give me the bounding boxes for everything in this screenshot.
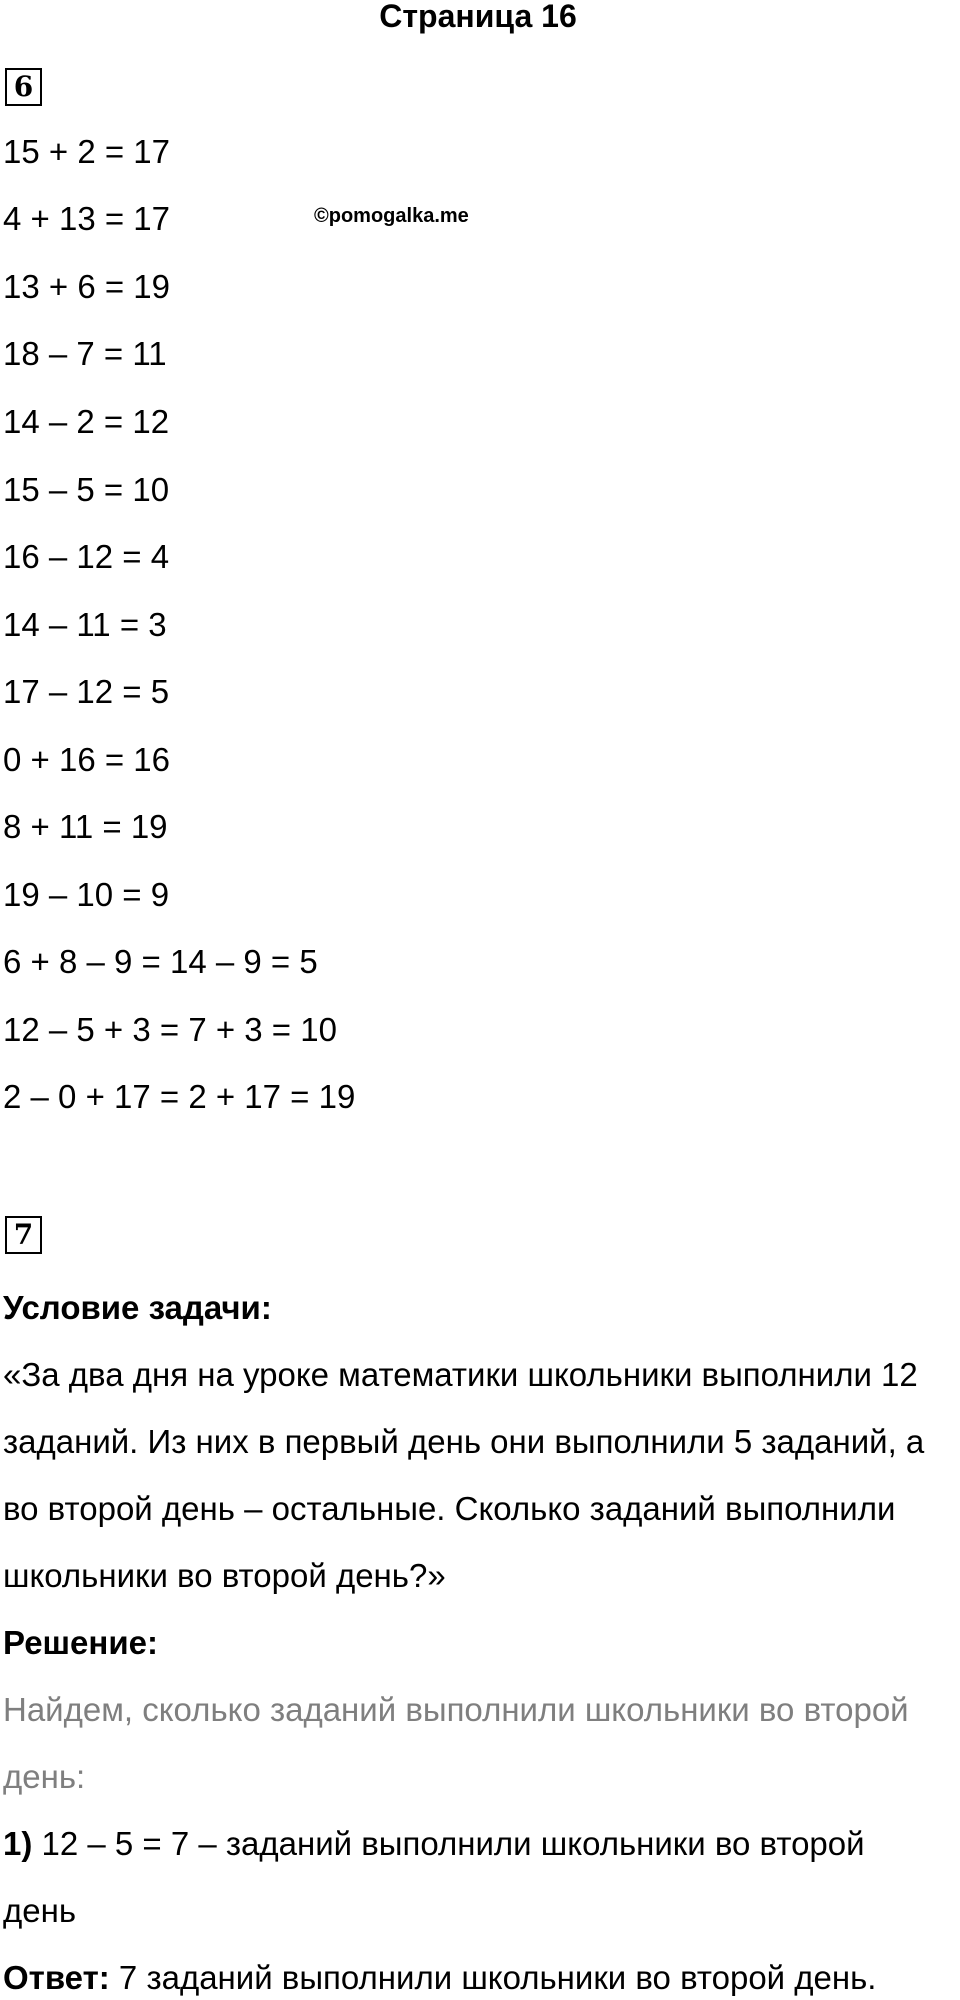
watermark: ©pomogalka.me bbox=[314, 205, 469, 227]
solution-step-1 bbox=[3, 1824, 865, 1864]
task-number-7: 7 bbox=[5, 1216, 42, 1254]
solution-heading: Решение: bbox=[3, 1624, 158, 1661]
condition-line-3: во второй день – остальные. Сколько заданий выполнили bbox=[3, 1490, 896, 1527]
equation-14: 12 – 5 + 3 = 7 + 3 = 10 bbox=[3, 1011, 337, 1048]
solution-intro-line-1: Найдем, сколько заданий выполнили школьники во второй bbox=[3, 1691, 909, 1728]
equation-9: 17 – 12 = 5 bbox=[3, 673, 170, 710]
condition-line-2: заданий. Из них в первый день они выполнили 5 заданий, а bbox=[3, 1423, 925, 1460]
step-1-text: 12 – 5 = 7 – заданий выполнили школьники во второй bbox=[32, 1825, 865, 1862]
equation-3: 13 + 6 = 19 bbox=[3, 268, 170, 305]
condition-line-1: «За два дня на уроке математики школьники выполнили 12 bbox=[3, 1356, 918, 1393]
equation-10: 0 + 16 = 16 bbox=[3, 741, 170, 778]
condition-line-4: школьники во второй день?» bbox=[3, 1557, 446, 1594]
equation-7: 16 – 12 = 4 bbox=[3, 538, 170, 575]
equation-6: 15 – 5 = 10 bbox=[3, 471, 170, 508]
step-1-label: 1) bbox=[3, 1825, 33, 1862]
task-number-6: 6 bbox=[5, 68, 42, 106]
answer bbox=[3, 1958, 876, 1998]
equation-11: 8 + 11 = 19 bbox=[3, 808, 168, 845]
answer-text: 7 заданий выполнили школьники во второй день. bbox=[109, 1959, 877, 1996]
page-title: Страница 16 bbox=[379, 0, 577, 34]
equation-5: 14 – 2 = 12 bbox=[3, 403, 170, 440]
equation-2: 4 + 13 = 17 bbox=[3, 200, 170, 237]
equation-12: 19 – 10 = 9 bbox=[3, 876, 170, 913]
equation-13: 6 + 8 – 9 = 14 – 9 = 5 bbox=[3, 943, 318, 980]
solution-step-1-continued: день bbox=[3, 1892, 77, 1929]
equation-8: 14 – 11 = 3 bbox=[3, 606, 167, 643]
equation-1: 15 + 2 = 17 bbox=[3, 133, 170, 170]
equation-15: 2 – 0 + 17 = 2 + 17 = 19 bbox=[3, 1078, 356, 1115]
solution-intro-line-2: день: bbox=[3, 1758, 86, 1795]
equation-4: 18 – 7 = 11 bbox=[3, 335, 167, 372]
answer-label: Ответ: bbox=[3, 1959, 110, 1996]
condition-heading: Условие задачи: bbox=[3, 1289, 272, 1326]
